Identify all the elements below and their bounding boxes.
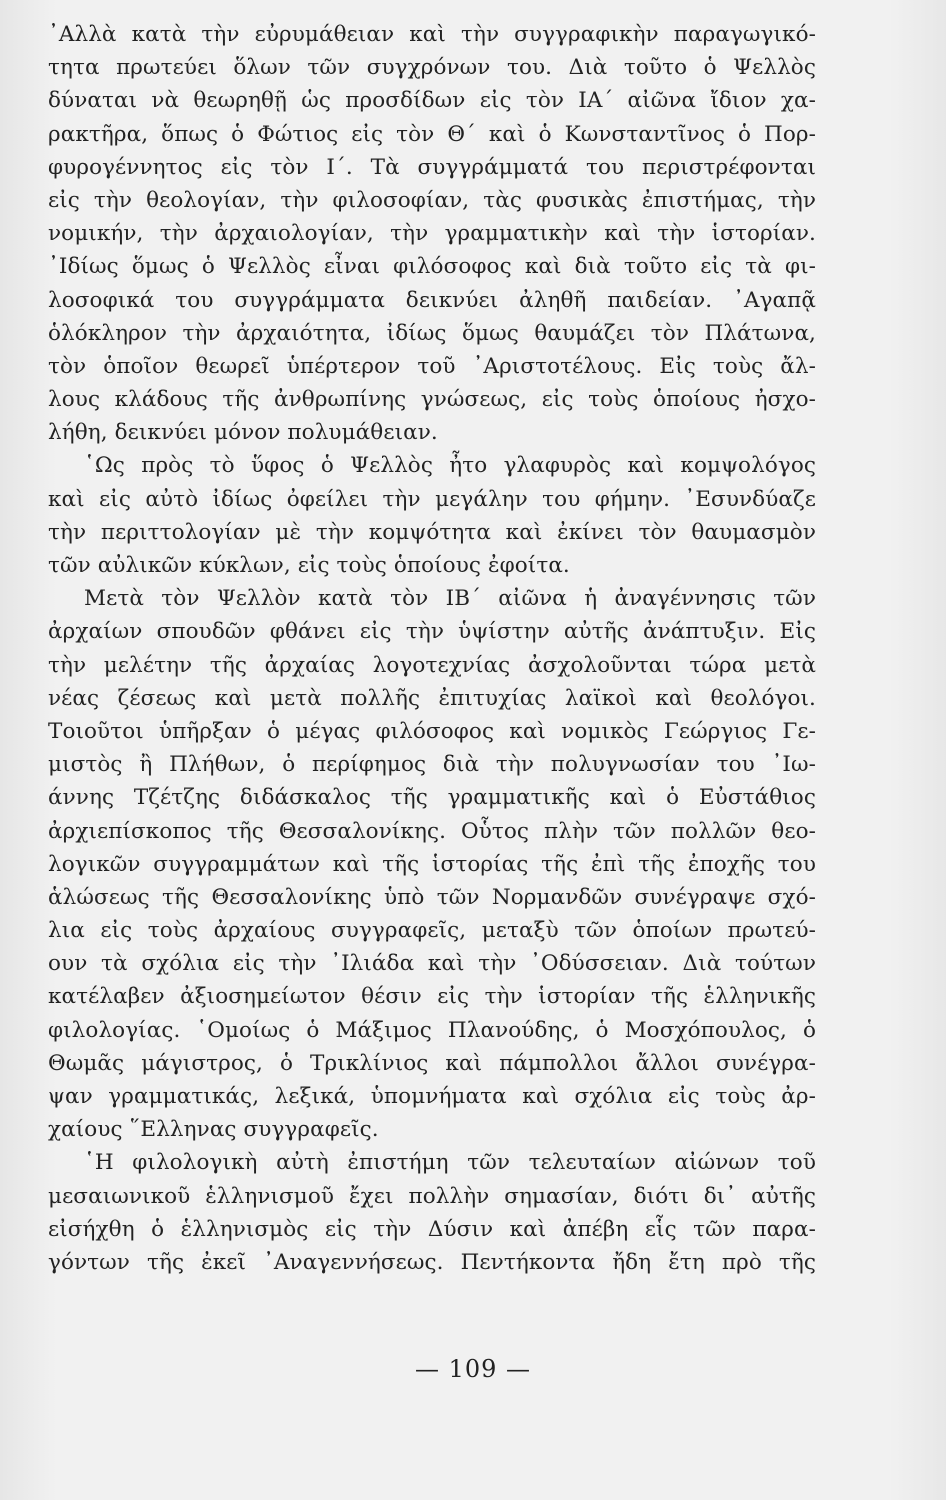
text-line: νομικήν, τὴν ἀρχαιολογίαν, τὴν γραμματικὴν καὶ τὴν ἱστορίαν. <box>48 221 816 247</box>
text-line: γόντων τῆς ἐκεῖ ᾿Αναγεννήσεως. Πεντήκοντα ἤδη ἔτη πρὸ τῆς <box>48 1249 816 1275</box>
text-line: ουν τὰ σχόλια εἰς τὴν ᾿Ιλιάδα καὶ τὴν ᾿Οδύσσειαν. Διὰ τούτων <box>48 951 816 977</box>
text-line: φιλολογίας. ῾Ομοίως ὁ Μάξιμος Πλανούδης, ὁ Μοσχόπουλος, ὁ <box>48 1017 816 1043</box>
text-line: λήθη, δεικνύει μόνον πολυμάθειαν. <box>48 420 438 446</box>
text-line: κατέλαβεν ἀξιοσημείωτον θέσιν εἰς τὴν ἱστορίαν τῆς ἑλληνικῆς <box>48 984 816 1010</box>
text-line: ῾Η φιλολογικὴ αὐτὴ ἐπιστήμη τῶν τελευταίων αἰώνων τοῦ <box>84 1150 816 1176</box>
text-line: εἰσήχθη ὁ ἑλληνισμὸς εἰς τὴν Δύσιν καὶ ἀπέβη εἷς τῶν παρα- <box>48 1216 816 1242</box>
text-line: εἰς τὴν θεολογίαν, τὴν φιλοσοφίαν, τὰς φυσικὰς ἐπιστήμας, τὴν <box>48 187 816 213</box>
text-line: τητα πρωτεύει ὅλων τῶν συγχρόνων του. Διὰ τοῦτο ὁ Ψελλὸς <box>48 55 816 81</box>
text-line: Θωμᾶς μάγιστρος, ὁ Τρικλίνιος καὶ πάμπολλοι ἄλλοι συνέγρα- <box>48 1050 816 1076</box>
text-line: Μετὰ τὸν Ψελλὸν κατὰ τὸν ΙΒ΄ αἰῶνα ἡ ἀναγέννησις τῶν <box>84 586 816 612</box>
text-line: τὴν μελέτην τῆς ἀρχαίας λογοτεχνίας ἀσχολοῦνται τώρα μετὰ <box>48 652 816 678</box>
text-line: ὁλόκληρον τὴν ἀρχαιότητα, ἰδίως ὅμως θαυμάζει τὸν Πλάτωνα, <box>48 320 816 346</box>
text-line: μεσαιωνικοῦ ἑλληνισμοῦ ἔχει πολλὴν σημασίαν, διότι δι᾿ αὐτῆς <box>48 1183 816 1209</box>
text-line: φυρογέννητος εἰς τὸν Ι΄. Τὰ συγγράμματά του περιστρέφονται <box>48 154 816 180</box>
text-line: ψαν γραμματικάς, λεξικά, ὑπομνήματα καὶ σχόλια εἰς τοὺς ἀρ- <box>48 1084 816 1109</box>
text-line: τὸν ὁποῖον θεωρεῖ ὑπέρτερον τοῦ ᾿Αριστοτέλους. Εἰς τοὺς ἄλ- <box>48 353 816 379</box>
text-line: χαίους ῞Ελληνας συγγραφεῖς. <box>48 1117 379 1143</box>
body-text <box>48 18 816 1279</box>
text-line: τῶν αὐλικῶν κύκλων, εἰς τοὺς ὁποίους ἐφοίτα. <box>48 553 570 578</box>
text-line: Τοιοῦτοι ὑπῆρξαν ὁ μέγας φιλόσοφος καὶ νομικὸς Γεώργιος Γε- <box>48 718 816 744</box>
text-line: ἀρχαίων σπουδῶν φθάνει εἰς τὴν ὑψίστην αὐτῆς ἀνάπτυξιν. Εἰς <box>48 619 816 645</box>
text-line: λια εἰς τοὺς ἀρχαίους συγγραφεῖς, μεταξὺ τῶν ὁποίων πρωτεύ- <box>48 918 816 944</box>
text-line: λοσοφικά του συγγράμματα δεικνύει ἀληθῆ παιδείαν. ᾿Αγαπᾷ <box>48 287 816 313</box>
text-line: καὶ εἰς αὐτὸ ἰδίως ὀφείλει τὴν μεγάλην του φήμην. ᾿Εσυνδύαζε <box>48 486 816 512</box>
text-line: ἁλώσεως τῆς Θεσσαλονίκης ὑπὸ τῶν Νορμανδῶν συνέγραψε σχό- <box>48 884 816 910</box>
text-line: ᾿Ιδίως ὅμως ὁ Ψελλὸς εἶναι φιλόσοφος καὶ διὰ τοῦτο εἰς τὰ φι- <box>48 254 816 280</box>
text-line: λογικῶν συγγραμμάτων καὶ τῆς ἱστορίας τῆς ἐπὶ τῆς ἐποχῆς του <box>48 851 816 877</box>
text-line: νέας ζέσεως καὶ μετὰ πολλῆς ἐπιτυχίας λαϊκοὶ καὶ θεολόγοι. <box>48 685 816 711</box>
text-line: μιστὸς ἢ Πλήθων, ὁ περίφημος διὰ τὴν πολυγνωσίαν του ᾿Ιω- <box>48 752 816 778</box>
text-line: ῾Ως πρὸς τὸ ὕφος ὁ Ψελλὸς ἦτο γλαφυρὸς καὶ κομψολόγος <box>84 453 816 479</box>
text-line: ρακτῆρα, ὅπως ὁ Φώτιος εἰς τὸν Θ΄ καὶ ὁ Κωνσταντῖνος ὁ Πορ- <box>48 121 816 147</box>
text-line: ᾿Αλλὰ κατὰ τὴν εὐρυμάθειαν καὶ τὴν συγγραφικὴν παραγωγικό- <box>48 22 816 47</box>
text-line: λους κλάδους τῆς ἀνθρωπίνης γνώσεως, εἰς τοὺς ὁποίους ἠσχο- <box>48 387 816 413</box>
page-number: — 109 — <box>414 1355 532 1383</box>
text-line: ἀρχιεπίσκοπος τῆς Θεσσαλονίκης. Οὗτος πλὴν τῶν πολλῶν θεο- <box>48 818 816 844</box>
text-line: δύναται νὰ θεωρηθῇ ὡς προσδίδων εἰς τὸν ΙΑ΄ αἰῶνα ἴδιον χα- <box>48 88 816 114</box>
text-line: άννης Τζέτζης διδάσκαλος τῆς γραμματικῆς καὶ ὁ Εὐστάθιος <box>48 785 816 811</box>
text-line: τὴν περιττολογίαν μὲ τὴν κομψότητα καὶ ἐκίνει τὸν θαυμασμὸν <box>48 519 816 545</box>
